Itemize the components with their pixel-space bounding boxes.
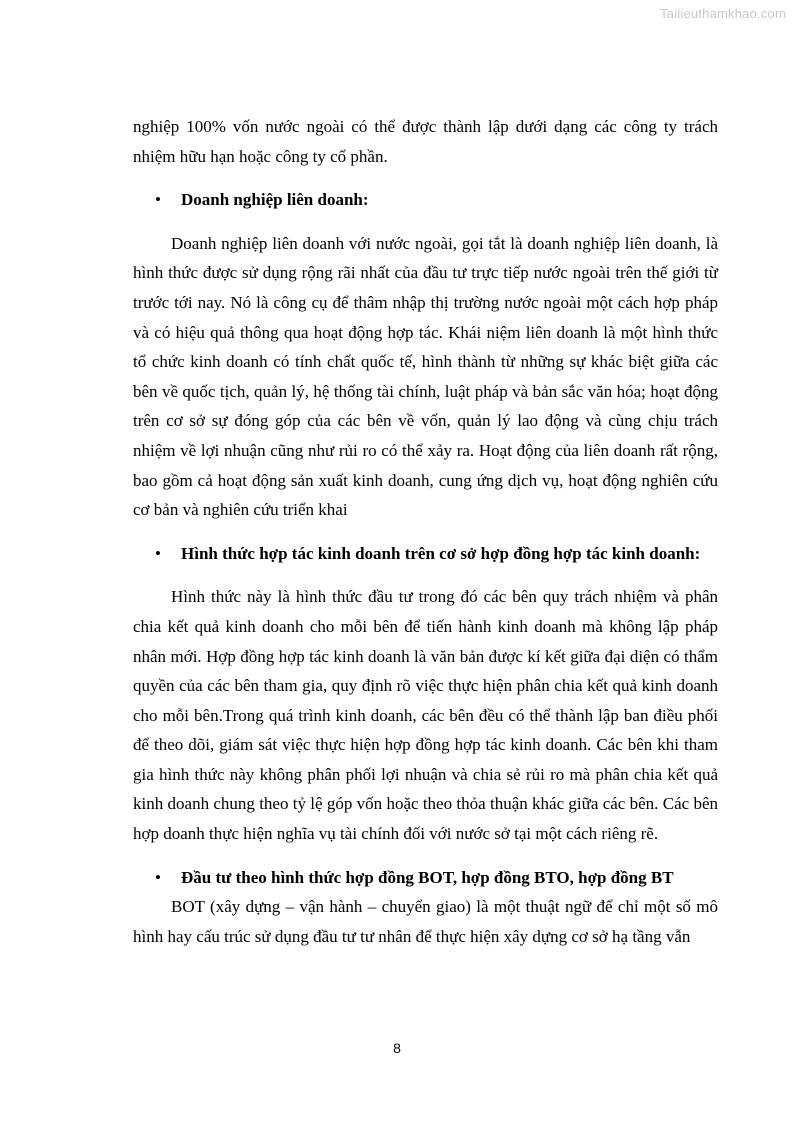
section-heading-text: Doanh nghiệp liên doanh: <box>181 190 369 210</box>
bullet-icon: • <box>155 867 161 887</box>
section-heading-text: Đầu tư theo hình thức hợp đồng BOT, hợp đồng BTO, hợp đồng BT <box>181 867 674 887</box>
paragraph-intro: nghiệp 100% vốn nước ngoài có thể được thành lập dưới dạng các công ty trách nhiệm hữu hạn hoặc công ty cổ phần. <box>133 117 718 166</box>
section-heading-bot <box>133 863 718 893</box>
watermark: Tailieuthamkhao.com <box>660 6 786 21</box>
section-heading-text: Hình thức hợp tác kinh doanh trên cơ sở hợp đồng hợp tác kinh doanh: <box>181 543 701 563</box>
document-body <box>133 112 718 951</box>
section-heading-joint-venture <box>133 185 718 215</box>
paragraph-business-cooperation: Hình thức này là hình thức đầu tư trong đó các bên quy trách nhiệm và phân chia kết quả kinh doanh cho mỗi bên để tiến hành kinh doanh mà không lập pháp nhân mới. Hợp đồng hợp tác kinh doanh là văn bản được kí kết giữa đại diện có thẩm quyền của các bên tham gia, quy định rõ việc thực hiện phân chia kết quả kinh doanh cho mỗi bên.Trong quá trình kinh doanh, các bên đều có thể thành lập ban điều phối để theo dõi, giám sát việc thực hiện hợp đồng hợp tác kinh doanh. Các bên khi tham gia hình thức này không phân phối lợi nhuận và chia sẻ rủi ro mà phân chia kết quả kinh doanh chung theo tỷ lệ góp vốn hoặc theo thỏa thuận khác giữa các bên. Các bên hợp doanh thực hiện nghĩa vụ tài chính đối với nước sở tại một cách riêng rẽ. <box>133 587 718 844</box>
bullet-icon: • <box>155 190 161 210</box>
bullet-icon: • <box>155 543 161 563</box>
section-heading-business-cooperation <box>133 539 718 569</box>
paragraph-joint-venture: Doanh nghiệp liên doanh với nước ngoài, gọi tắt là doanh nghiệp liên doanh, là hình thức được sử dụng rộng rãi nhất của đầu tư trực tiếp nước ngoài trên thế giới từ trước tới nay. Nó là công cụ để thâm nhập thị trường nước ngoài một cách hợp pháp và có hiệu quả thông qua hoạt động hợp tác. Khái niệm liên doanh là một hình thức tổ chức kinh doanh có tính chất quốc tế, hình thành từ những sự khác biệt giữa các bên về quốc tịch, quản lý, hệ thống tài chính, luật pháp và bản sắc văn hóa; hoạt động trên cơ sở sự đóng góp của các bên về vốn, quản lý lao động và cùng chịu trách nhiệm về lợi nhuận cũng như rủi ro có thể xảy ra. Hoạt động của liên doanh rất rộng, bao gồm cả hoạt động sản xuất kinh doanh, cung ứng dịch vụ, hoạt động nghiên cứu cơ bản và nghiên cứu triển khai <box>133 233 718 520</box>
paragraph-bot: BOT (xây dựng – vận hành – chuyển giao) là một thuật ngữ để chỉ một số mô hình hay cấu trúc sử dụng đầu tư tư nhân để thực hiện xây dựng cơ sở hạ tầng vẫn <box>133 897 718 946</box>
page-number: 8 <box>393 1040 401 1056</box>
